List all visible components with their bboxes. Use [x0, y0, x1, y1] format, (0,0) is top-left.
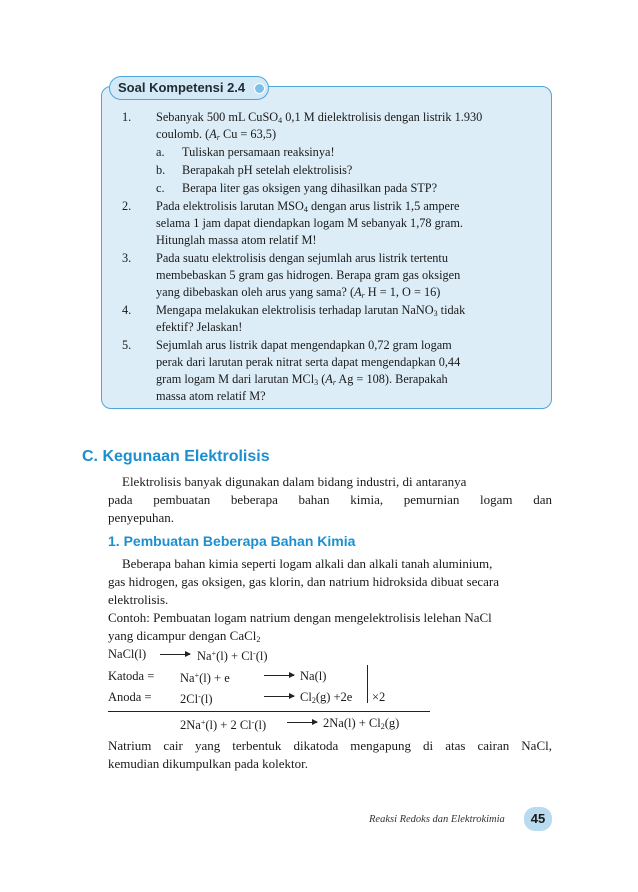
q2-line3: Hitunglah massa atom relatif M!	[156, 233, 317, 247]
q1a-text: Tuliskan persamaan reaksinya!	[182, 145, 335, 159]
running-title: Reaksi Redoks dan Elektrokimia	[369, 814, 505, 825]
section-para-line2: pada pembuatan beberapa bahan kimia, pemurnian logam dan	[108, 492, 552, 507]
section-para-line3: penyepuhan.	[108, 510, 175, 525]
katoda-arrow-icon	[264, 675, 294, 676]
q3-line1: Pada suatu elektrolisis dengan sejumlah arus listrik tertentu	[156, 251, 448, 265]
anoda-arrow-icon	[264, 696, 294, 697]
q1b-letter: b.	[156, 163, 166, 177]
q2-line2: selama 1 jam dapat diendapkan logam M sebanyak 1,78 gram.	[156, 216, 463, 230]
competency-title: Soal Kompetensi 2.4	[118, 80, 246, 95]
q5-line4: massa atom relatif M?	[156, 389, 266, 403]
subsection-para-line3: elektrolisis.	[108, 592, 169, 607]
katoda-left: Na+(l) + e	[180, 671, 230, 685]
closing-line2: kemudian dikumpulkan pada kolektor.	[108, 756, 309, 771]
example-line2: yang dicampur dengan CaCl$_2$	[108, 628, 261, 644]
q1-line2: coulomb. ($A_r$ Cu = 63,5)	[156, 127, 277, 142]
q2-number: 2.	[122, 199, 132, 213]
anoda-label: Anoda =	[108, 690, 152, 704]
total-arrow-icon	[287, 722, 317, 723]
reaction-nacl-right: Na+(l) + Cl-(l)	[197, 649, 268, 663]
multiplier: ×2	[372, 690, 386, 704]
closing-line1: Natrium cair yang terbentuk dikatoda mengapung di atas cairan NaCl,	[108, 738, 552, 753]
subsection-para-line2: gas hidrogen, gas oksigen, gas klorin, dan natrium hidroksida dibuat secara	[108, 574, 499, 589]
subsection-title: 1. Pembuatan Beberapa Bahan Kimia	[108, 533, 356, 549]
total-right: $2Na(l) + Cl_2(g)$	[323, 716, 400, 731]
subsection-para-line1: Beberapa bahan kimia seperti logam alkali dan alkali tanah aluminium,	[122, 556, 493, 571]
reaction-arrow-icon	[160, 654, 190, 655]
q5-line1: Sejumlah arus listrik dapat mengendapkan 0,72 gram logam	[156, 338, 452, 352]
q1a-letter: a.	[156, 145, 165, 159]
section-title: C. Kegunaan Elektrolisis	[82, 448, 270, 465]
q3-number: 3.	[122, 251, 132, 265]
q5-line3: gram logam M dari larutan MCl$_3$ ($A_r$ Ag = 108). Berapakah	[156, 372, 448, 387]
q5-line2: perak dari larutan perak nitrat serta dapat mengendapkan 0,44	[156, 355, 461, 369]
q3-line2: membebaskan 5 gram gas hidrogen. Berapa gram gas oksigen	[156, 268, 461, 282]
reaction-nacl-left: NaCl(l)	[108, 647, 147, 661]
katoda-label: Katoda =	[108, 669, 155, 683]
q3-line3: yang dibebaskan oleh arus yang sama? ($A_r$ H = 1, O = 16)	[156, 285, 441, 300]
page-number: 45	[524, 807, 552, 831]
q1-number: 1.	[122, 110, 132, 124]
example-line1: Contoh: Pembuatan logam natrium dengan mengelektrolisis lelehan NaCl	[108, 610, 492, 625]
bullet-dot-icon	[254, 83, 265, 94]
q1-line1: Sebanyak 500 mL CuSO$_4$ 0,1 M dielektrolisis dengan listrik 1.930	[156, 110, 483, 125]
katoda-right: Na(l)	[300, 669, 327, 683]
q5-number: 5.	[122, 338, 132, 352]
q4-line2: efektif? Jelaskan!	[156, 320, 243, 334]
q1c-text: Berapa liter gas oksigen yang dihasilkan pada STP?	[182, 181, 438, 195]
q1c-letter: c.	[156, 181, 165, 195]
section-para-line1: Elektrolisis banyak digunakan dalam bidang industri, di antaranya	[122, 474, 467, 489]
sum-line	[108, 711, 430, 712]
anoda-right: $Cl_2(g) +2e$	[300, 690, 353, 705]
q1b-text: Berapakah pH setelah elektrolisis?	[182, 163, 353, 177]
total-left: 2Na+(l) + 2 Cl-(l)	[180, 718, 267, 732]
q4-number: 4.	[122, 303, 132, 317]
reaction-divider	[367, 665, 368, 703]
q2-line1: Pada elektrolisis larutan $MSO_4$ dengan arus listrik 1,5 ampere	[156, 199, 460, 214]
q4-line1: Mengapa melakukan elektrolisis terhadap larutan NaNO$_3$ tidak	[156, 303, 466, 318]
anoda-left: 2Cl-(l)	[180, 692, 213, 706]
